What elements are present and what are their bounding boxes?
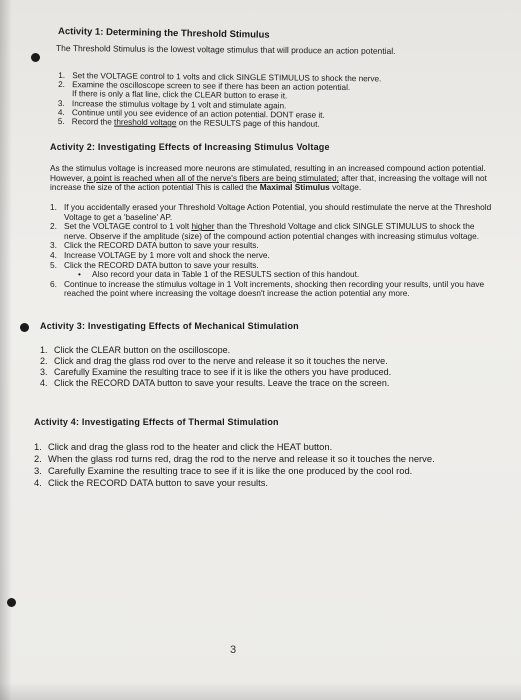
list-item: 3. Carefully Examine the resulting trace to see if it is like the others you have produced. <box>40 366 392 377</box>
list-item: 3. Click the RECORD DATA button to save your results. <box>50 240 259 251</box>
list-item: 2. Click and drag the glass rod over to the nerve and release it so it touches the nerve. <box>40 355 388 366</box>
list-item: 2. Examine the oscilloscope screen to see if there has been an action potential. <box>58 80 351 93</box>
activity-3-steps <box>40 345 496 389</box>
list-item: 4. Increase VOLTAGE by 1 more volt and shock the nerve. <box>50 249 270 260</box>
list-item: 3. Increase the stimulus voltage by 1 volt and stimulate again. <box>57 98 287 111</box>
activity-4-title: Activity 4: Investigating Effects of Thermal Stimulation <box>34 416 279 427</box>
list-item: 1. Click and drag the glass rod to the heater and click the HEAT button. <box>34 440 333 452</box>
page-content <box>30 26 496 489</box>
list-item: 1. If you accidentally erased your Threshold Voltage Action Potential, you should restimulate the nerve at the Threshold Voltage to get a 'baseline' AP. <box>50 202 492 222</box>
activity-2 <box>50 142 496 299</box>
page-edge-shadow <box>0 0 12 700</box>
list-item: 4. Click the RECORD DATA button to save your results. <box>34 476 269 488</box>
activity-2-intro: As the stimulus voltage is increased more neurons are stimulated, resulting in an increased compound action potential. However, a point is reached when all of the nerve's fibers are being stimulated; after that, increasing the voltage will not increase the size of the action potential This is called the Maximal Stimulus voltage. <box>50 163 487 193</box>
list-item: 5. Click the RECORD DATA button to save your results. <box>50 259 259 270</box>
activity-1-title: Activity 1: Determining the Threshold Stimulus <box>57 26 270 41</box>
page-bottom-shadow <box>0 682 521 700</box>
list-item: 2. Set the VOLTAGE control to 1 volt higher than the Threshold Voltage and click SINGLE STIMULUS to shock the nerve. Observe if the amplitude (size) of the compound action potential changes with increasing stimulus voltage. <box>50 221 480 241</box>
list-item: 4. Continue until you see evidence of an action potential. DONT erase it. <box>57 107 325 120</box>
activity-1 <box>30 26 496 129</box>
hole-punch-mark <box>31 53 40 62</box>
activity-2-title: Activity 2: Investigating Effects of Increasing Stimulus Voltage <box>50 142 330 153</box>
list-item: If there is only a flat line, click the CLEAR button to erase it. <box>72 89 288 101</box>
activity-4-steps <box>34 441 509 489</box>
list-item: 1. Click the CLEAR button on the oscilloscope. <box>40 344 231 355</box>
list-item: 5. Record the threshold voltage on the RESULTS page of this handout. <box>57 117 320 129</box>
hole-punch-mark <box>7 598 16 607</box>
activity-1-steps <box>58 71 497 131</box>
list-item: 1. Set the VOLTAGE control to 1 volts and click SINGLE STIMULUS to shock the nerve. <box>58 71 382 84</box>
page-number: 3 <box>230 644 237 656</box>
activity-2-steps <box>50 203 496 299</box>
activity-4 <box>34 417 509 489</box>
hole-punch-mark <box>20 323 29 332</box>
list-item: 4. Click the RECORD DATA button to save your results. Leave the trace on the screen. <box>40 377 390 388</box>
activity-3-title: Activity 3: Investigating Effects of Mechanical Stimulation <box>40 320 299 331</box>
activity-1-subtitle: The Threshold Stimulus is the lowest voltage stimulus that will produce an action potential. <box>55 43 396 56</box>
list-item: 6. Continue to increase the stimulus voltage in 1 Volt increments, shocking then recording your results, until you have reached the point where increasing the voltage doesn't increase the action potential any more. <box>50 278 485 299</box>
list-item: 2. When the glass rod turns red, drag the rod to the nerve and release it so it touches the nerve. <box>34 452 435 464</box>
list-item: 3. Carefully Examine the resulting trace to see if it is like the one produced by the cool rod. <box>34 464 413 476</box>
activity-3 <box>40 321 496 389</box>
list-item: • Also record your data in Table 1 of the RESULTS section of this handout. <box>78 269 360 280</box>
